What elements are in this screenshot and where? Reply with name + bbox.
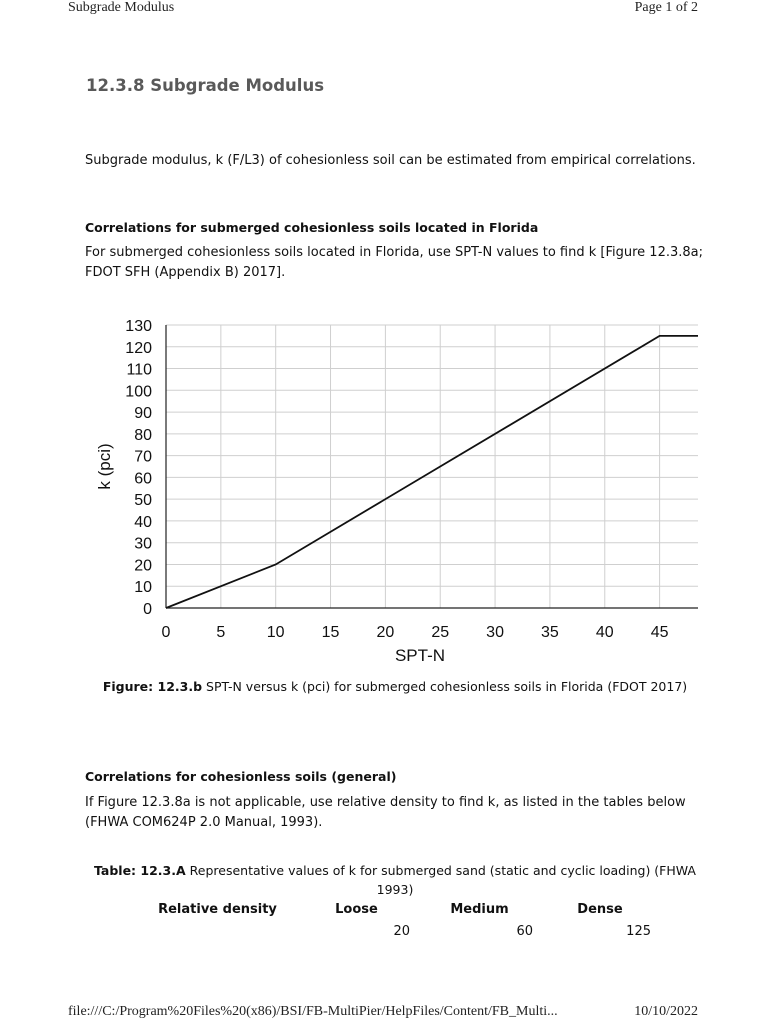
figure-caption [85,677,705,696]
y-tick-label: 20 [134,557,152,575]
x-axis-label: SPT-N [394,646,446,665]
table-header-cell: Loose [335,901,378,917]
table-caption [85,861,705,899]
table-caption-text: Representative values of k for submerged sand (static and cyclic loading) (FHWA 1993) [185,863,696,897]
y-tick-label: 60 [134,470,152,488]
y-tick-label: 50 [134,492,152,510]
k-values-table [140,898,659,942]
x-tick-label: 35 [541,624,559,641]
y-tick-label: 90 [134,405,152,423]
y-tick-label: 120 [125,339,152,357]
y-tick-label: 30 [134,535,152,553]
x-tick-label: 15 [321,624,340,641]
figure-caption-text: SPT-N versus k (pci) for submerged cohesionless soils in Florida (FDOT 2017) [202,679,688,694]
table-header-cell: Medium [450,901,509,917]
y-tick-label: 110 [126,361,152,379]
y-tick-label: 70 [134,448,152,466]
page-header-title: Subgrade Modulus [68,0,175,15]
section-title: 12.3.8 Subgrade Modulus [86,76,325,95]
table-cell [140,920,295,942]
y-axis-label: k (pci) [95,443,114,490]
florida-heading: Correlations for submerged cohesionless soils located in Florida [85,220,539,235]
table-cell: 125 [626,923,651,939]
y-tick-label: 40 [134,513,152,531]
file-path: file:///C:/Program%20Files%20(x86)/BSI/FB-MultiPier/HelpFiles/Content/FB_Multi... [68,1004,558,1019]
y-tick-label: 130 [125,318,152,335]
florida-paragraph: For submerged cohesionless soils located in Florida, use SPT-N values to find k [Figure 12.3.8a; FDOT SFH (Appendix B) 2017]. [85,245,703,280]
series-line [166,336,698,608]
x-tick-label: 20 [376,624,395,641]
y-tick-label: 80 [134,426,152,444]
general-paragraph: If Figure 12.3.8a is not applicable, use relative density to find k, as listed in the tables below (FHWA COM624P 2.0 Manual, 1993). [85,795,686,830]
x-tick-label: 40 [595,624,614,641]
x-tick-label: 30 [486,624,504,641]
y-tick-label: 0 [143,601,152,618]
x-tick-label: 10 [266,624,285,641]
x-tick-label: 45 [650,624,669,641]
x-tick-label: 0 [161,624,171,641]
table-header-row [140,898,659,920]
y-tick-label: 10 [134,579,152,597]
general-heading: Correlations for cohesionless soils (general) [85,769,397,784]
table-header-cell: Dense [577,901,623,917]
x-tick-label: 5 [216,624,226,641]
y-tick-label: 100 [125,383,152,401]
table-header-cell: Relative density [158,901,277,917]
print-date: 10/10/2022 [634,1004,698,1019]
table-cell: 20 [393,923,410,939]
table-caption-label: Table: 12.3.A [94,863,186,878]
figure-caption-label: Figure: 12.3.b [102,679,203,694]
x-tick-label: 25 [431,624,450,641]
intro-paragraph: Subgrade modulus, k (F/L3) of cohesionless soil can be estimated from empirical correlations. [85,153,696,168]
spt-n-vs-k-chart [88,312,700,670]
table-cell: 60 [516,923,533,939]
table-row [140,920,659,942]
page-number: Page 1 of 2 [634,0,698,15]
